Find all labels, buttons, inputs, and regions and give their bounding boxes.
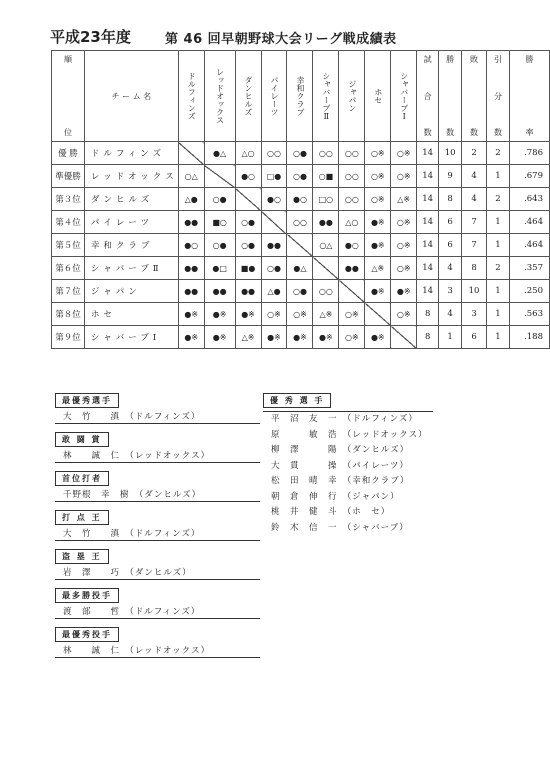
rank-cell: 第３位 bbox=[52, 188, 85, 211]
self-match-cell bbox=[178, 142, 204, 165]
losses-header-bottom: 数 bbox=[470, 128, 479, 137]
team-name-cell: 幸和クラブ bbox=[84, 234, 178, 257]
wins-header bbox=[439, 51, 462, 142]
self-match-cell bbox=[391, 326, 417, 349]
win-pct-cell: .464 bbox=[509, 211, 549, 234]
games-cell: 14 bbox=[417, 142, 439, 165]
draws-cell: 1 bbox=[487, 165, 510, 188]
games-header bbox=[417, 51, 439, 142]
match-result-cell: △※ bbox=[391, 188, 417, 211]
match-result-cell: ○※ bbox=[391, 257, 417, 280]
award-block bbox=[55, 471, 260, 502]
match-result-cell: ●● bbox=[178, 211, 204, 234]
award-divider bbox=[55, 488, 260, 502]
table-row bbox=[52, 211, 550, 234]
match-result-cell: □● bbox=[261, 165, 287, 188]
award-winner: 千野根 幸 樹 （ダンヒルズ） bbox=[63, 490, 202, 500]
award-block bbox=[55, 627, 260, 658]
win-pct-cell: .679 bbox=[509, 165, 549, 188]
self-match-cell bbox=[365, 303, 391, 326]
award-title: 首位打者 bbox=[55, 471, 109, 486]
award-divider bbox=[55, 644, 260, 658]
losses-cell: 4 bbox=[462, 188, 487, 211]
match-result-cell: ○○ bbox=[339, 142, 365, 165]
match-result-cell: ●○ bbox=[235, 165, 261, 188]
table-row bbox=[52, 326, 550, 349]
match-result-cell: ●※ bbox=[391, 280, 417, 303]
wins-cell: 6 bbox=[439, 234, 462, 257]
draws-cell: 1 bbox=[487, 303, 510, 326]
match-result-cell: ●□ bbox=[204, 257, 235, 280]
excellent-player: 桃 井 健 斗 （ホ セ） bbox=[271, 507, 391, 517]
opponent-header bbox=[339, 51, 365, 142]
rank-cell: 優 勝 bbox=[52, 142, 85, 165]
draws-header-bottom: 数 bbox=[493, 128, 502, 137]
wins-cell: 10 bbox=[439, 142, 462, 165]
games-cell: 14 bbox=[417, 280, 439, 303]
self-match-cell bbox=[204, 165, 235, 188]
match-result-cell: ●○ bbox=[339, 234, 365, 257]
games-cell: 14 bbox=[417, 165, 439, 188]
team-name-cell: ドルフィンズ bbox=[84, 142, 178, 165]
match-result-cell: ○※ bbox=[339, 303, 365, 326]
match-result-cell: ●※ bbox=[365, 211, 391, 234]
table-header-row bbox=[52, 51, 550, 142]
award-block bbox=[55, 393, 260, 424]
opponent-label: シャバーブⅠ bbox=[399, 71, 409, 121]
match-result-cell: ●※ bbox=[313, 326, 339, 349]
self-match-cell bbox=[287, 234, 313, 257]
rank-header-top: 順 bbox=[63, 55, 72, 64]
award-divider bbox=[55, 566, 260, 580]
wins-cell: 8 bbox=[439, 188, 462, 211]
award-divider bbox=[55, 449, 260, 463]
pct-header bbox=[509, 51, 549, 142]
self-match-cell bbox=[235, 188, 261, 211]
games-cell: 8 bbox=[417, 303, 439, 326]
opponent-header bbox=[261, 51, 287, 142]
match-result-cell: ○※ bbox=[261, 303, 287, 326]
opponent-header bbox=[313, 51, 339, 142]
award-title: 打 点 王 bbox=[55, 510, 109, 525]
table-row bbox=[52, 188, 550, 211]
match-result-cell: ●※ bbox=[365, 234, 391, 257]
fiscal-year: 平成23年度 bbox=[50, 28, 131, 46]
award-divider bbox=[55, 410, 260, 424]
award-block bbox=[55, 588, 260, 619]
games-cell: 14 bbox=[417, 234, 439, 257]
table-row bbox=[52, 257, 550, 280]
losses-cell: 8 bbox=[462, 257, 487, 280]
match-result-cell: ○○ bbox=[339, 188, 365, 211]
match-result-cell: ●※ bbox=[365, 326, 391, 349]
excellent-player: 平 沼 友 一 （ドルフィンズ） bbox=[271, 414, 418, 424]
games-header-top: 試 bbox=[423, 55, 432, 64]
draws-cell: 1 bbox=[487, 211, 510, 234]
match-result-cell: ●○ bbox=[178, 234, 204, 257]
match-result-cell: ○△ bbox=[178, 165, 204, 188]
team-name-cell: パイレーツ bbox=[84, 211, 178, 234]
award-winner: 岩 澤 巧 （ダンヒルズ） bbox=[63, 568, 192, 578]
award-title: 敢 闘 賞 bbox=[55, 432, 109, 447]
match-result-cell: △※ bbox=[365, 257, 391, 280]
match-result-cell: ○※ bbox=[339, 326, 365, 349]
match-result-cell: △○ bbox=[235, 142, 261, 165]
win-pct-cell: .643 bbox=[509, 188, 549, 211]
losses-cell: 7 bbox=[462, 211, 487, 234]
awards-right-column bbox=[263, 393, 433, 536]
award-title: 優 秀 選 手 bbox=[263, 393, 331, 408]
team-name-cell: シャバーブⅡ bbox=[84, 257, 178, 280]
win-pct-cell: .563 bbox=[509, 303, 549, 326]
match-result-cell: ●※ bbox=[287, 326, 313, 349]
rank-cell: 第４位 bbox=[52, 211, 85, 234]
match-result-cell: ●● bbox=[339, 257, 365, 280]
opponent-header bbox=[365, 51, 391, 142]
award-winner: 大 竹 滇 （ドルフィンズ） bbox=[63, 529, 201, 539]
pct-header-bottom: 率 bbox=[525, 128, 534, 137]
match-result-cell: ●※ bbox=[365, 280, 391, 303]
opponent-header bbox=[391, 51, 417, 142]
rank-cell: 準優勝 bbox=[52, 165, 85, 188]
match-result-cell: △○ bbox=[339, 211, 365, 234]
rank-cell: 第６位 bbox=[52, 257, 85, 280]
losses-header-top: 敗 bbox=[470, 55, 479, 64]
match-result-cell: ○● bbox=[204, 188, 235, 211]
match-result-cell: ○● bbox=[235, 211, 261, 234]
opponent-header bbox=[235, 51, 261, 142]
wins-cell: 6 bbox=[439, 211, 462, 234]
draws-cell: 1 bbox=[487, 326, 510, 349]
opponent-label: ダンヒルズ bbox=[244, 76, 254, 116]
wins-cell: 1 bbox=[439, 326, 462, 349]
match-result-cell: ○○ bbox=[287, 211, 313, 234]
team-header bbox=[84, 51, 178, 142]
match-result-cell: △● bbox=[261, 280, 287, 303]
rank-header-bottom: 位 bbox=[63, 128, 72, 137]
losses-cell: 10 bbox=[462, 280, 487, 303]
award-block bbox=[55, 549, 260, 580]
match-result-cell: ○○ bbox=[261, 142, 287, 165]
match-result-cell: ●△ bbox=[204, 142, 235, 165]
match-result-cell: ●※ bbox=[204, 303, 235, 326]
games-header-mid: 合 bbox=[423, 91, 432, 101]
team-name-cell: ダンヒルズ bbox=[84, 188, 178, 211]
excellent-player: 柳 澤 陽 （ダンヒルズ） bbox=[271, 445, 410, 455]
match-result-cell: ●※ bbox=[235, 303, 261, 326]
pct-header-top: 勝 bbox=[525, 55, 534, 64]
opponent-label: パイレーツ bbox=[270, 76, 279, 116]
excellent-player: 原 敏 浩 （レッドオックス） bbox=[271, 429, 428, 440]
match-result-cell: ○※ bbox=[365, 142, 391, 165]
excellent-player: 鈴 木 信 一 （シャバーブ） bbox=[271, 522, 409, 533]
match-result-cell: ○● bbox=[287, 165, 313, 188]
draws-cell: 2 bbox=[487, 257, 510, 280]
games-cell: 8 bbox=[417, 326, 439, 349]
match-result-cell: ●● bbox=[261, 234, 287, 257]
award-winner: 林 誠 仁 （レッドオックス） bbox=[63, 646, 211, 656]
wins-cell: 9 bbox=[439, 165, 462, 188]
losses-cell: 2 bbox=[462, 142, 487, 165]
match-result-cell: ●※ bbox=[178, 303, 204, 326]
wins-cell: 3 bbox=[439, 280, 462, 303]
document-title: 第 46 回早朝野球大会リーグ戦成績表 bbox=[165, 32, 397, 47]
team-header-label: チ ー ム 名 bbox=[111, 91, 152, 101]
opponent-label: レッドオックス bbox=[215, 68, 225, 124]
self-match-cell bbox=[261, 211, 287, 234]
wins-header-bottom: 数 bbox=[446, 128, 455, 137]
award-title: 盗 塁 王 bbox=[55, 549, 109, 564]
match-result-cell: △● bbox=[178, 188, 204, 211]
excellent-player: 松 田 晴 幸 （幸和クラブ） bbox=[271, 476, 410, 486]
match-result-cell: ●※ bbox=[261, 326, 287, 349]
self-match-cell bbox=[339, 280, 365, 303]
games-cell: 14 bbox=[417, 211, 439, 234]
standings-table bbox=[51, 50, 550, 349]
match-result-cell: ○● bbox=[261, 257, 287, 280]
match-result-cell: ●● bbox=[313, 211, 339, 234]
rank-cell: 第９位 bbox=[52, 326, 85, 349]
match-result-cell: ○※ bbox=[391, 211, 417, 234]
losses-header bbox=[462, 51, 487, 142]
rank-cell: 第７位 bbox=[52, 280, 85, 303]
match-result-cell: ■● bbox=[235, 257, 261, 280]
opponent-header bbox=[287, 51, 313, 142]
match-result-cell: ●△ bbox=[287, 257, 313, 280]
table-row bbox=[52, 303, 550, 326]
team-name-cell: ホセ bbox=[84, 303, 178, 326]
award-title: 最優秀選手 bbox=[55, 393, 119, 408]
match-result-cell: ○○ bbox=[313, 142, 339, 165]
match-result-cell: ○○ bbox=[313, 280, 339, 303]
match-result-cell: ○※ bbox=[365, 188, 391, 211]
losses-cell: 3 bbox=[462, 303, 487, 326]
opponent-label: ドルフィンズ bbox=[187, 72, 197, 120]
draws-header-top: 引 bbox=[493, 55, 502, 64]
match-result-cell: ○※ bbox=[391, 142, 417, 165]
match-result-cell: ●● bbox=[178, 280, 204, 303]
match-result-cell: ○● bbox=[287, 142, 313, 165]
games-cell: 14 bbox=[417, 188, 439, 211]
win-pct-cell: .357 bbox=[509, 257, 549, 280]
win-pct-cell: .786 bbox=[509, 142, 549, 165]
match-result-cell: ●● bbox=[204, 280, 235, 303]
team-name-cell: レッドオックス bbox=[84, 165, 178, 188]
match-result-cell: ●※ bbox=[204, 326, 235, 349]
draws-cell: 2 bbox=[487, 188, 510, 211]
award-divider bbox=[55, 605, 260, 619]
win-pct-cell: .250 bbox=[509, 280, 549, 303]
losses-cell: 4 bbox=[462, 165, 487, 188]
opponent-header bbox=[204, 51, 235, 142]
table-row bbox=[52, 280, 550, 303]
table-row bbox=[52, 142, 550, 165]
self-match-cell bbox=[313, 257, 339, 280]
excellent-players-list bbox=[263, 412, 433, 536]
award-divider bbox=[55, 527, 260, 541]
rank-cell: 第５位 bbox=[52, 234, 85, 257]
match-result-cell: ○△ bbox=[313, 234, 339, 257]
match-result-cell: ■○ bbox=[204, 211, 235, 234]
match-result-cell: ●※ bbox=[178, 326, 204, 349]
match-result-cell: ○※ bbox=[287, 303, 313, 326]
draws-cell: 1 bbox=[487, 234, 510, 257]
opponent-label: ホセ bbox=[373, 88, 383, 104]
draws-header-mid: 分 bbox=[493, 91, 502, 101]
draws-cell: 1 bbox=[487, 280, 510, 303]
award-block bbox=[55, 510, 260, 541]
wins-cell: 4 bbox=[439, 303, 462, 326]
wins-cell: 4 bbox=[439, 257, 462, 280]
awards-left-column bbox=[55, 393, 260, 666]
opponent-label: シャバーブⅡ bbox=[321, 71, 331, 121]
opponent-header bbox=[178, 51, 204, 142]
match-result-cell: ○※ bbox=[391, 165, 417, 188]
excellent-player: 大 貫 操 （パイレーツ） bbox=[271, 460, 409, 471]
draws-header bbox=[487, 51, 510, 142]
win-pct-cell: .464 bbox=[509, 234, 549, 257]
win-pct-cell: .188 bbox=[509, 326, 549, 349]
award-title: 最優秀投手 bbox=[55, 627, 119, 642]
rank-cell: 第８位 bbox=[52, 303, 85, 326]
match-result-cell: ○※ bbox=[391, 303, 417, 326]
match-result-cell: ●○ bbox=[287, 188, 313, 211]
team-name-cell: ジャパン bbox=[84, 280, 178, 303]
match-result-cell: ○● bbox=[287, 280, 313, 303]
match-result-cell: ○○ bbox=[339, 165, 365, 188]
match-result-cell: △※ bbox=[313, 303, 339, 326]
match-result-cell: ○※ bbox=[365, 165, 391, 188]
award-winner: 林 誠 仁 （レッドオックス） bbox=[63, 451, 211, 461]
award-winner: 大 竹 滇 （ドルフィンズ） bbox=[63, 412, 201, 422]
award-winner: 渡 部 哲 （ドルフィンズ） bbox=[63, 607, 201, 617]
games-cell: 14 bbox=[417, 257, 439, 280]
excellent-player: 朝 倉 伸 行 （ジャパン） bbox=[271, 491, 400, 502]
draws-cell: 2 bbox=[487, 142, 510, 165]
match-result-cell: ●● bbox=[178, 257, 204, 280]
award-block bbox=[55, 432, 260, 463]
table-row bbox=[52, 234, 550, 257]
award-title: 最多勝投手 bbox=[55, 588, 119, 603]
match-result-cell: ●● bbox=[235, 280, 261, 303]
match-result-cell: △※ bbox=[235, 326, 261, 349]
games-header-bottom: 数 bbox=[423, 128, 432, 137]
table-row bbox=[52, 165, 550, 188]
losses-cell: 6 bbox=[462, 326, 487, 349]
match-result-cell: ○● bbox=[204, 234, 235, 257]
match-result-cell: □○ bbox=[313, 188, 339, 211]
wins-header-top: 勝 bbox=[446, 55, 455, 64]
match-result-cell: ○※ bbox=[391, 234, 417, 257]
match-result-cell: ○■ bbox=[313, 165, 339, 188]
match-result-cell: ○● bbox=[235, 234, 261, 257]
match-result-cell: ●○ bbox=[261, 188, 287, 211]
losses-cell: 7 bbox=[462, 234, 487, 257]
rank-header bbox=[52, 51, 85, 142]
opponent-label: 幸和クラブ bbox=[295, 76, 305, 116]
opponent-label: ジャパン bbox=[347, 80, 357, 112]
team-name-cell: シャバーブⅠ bbox=[84, 326, 178, 349]
